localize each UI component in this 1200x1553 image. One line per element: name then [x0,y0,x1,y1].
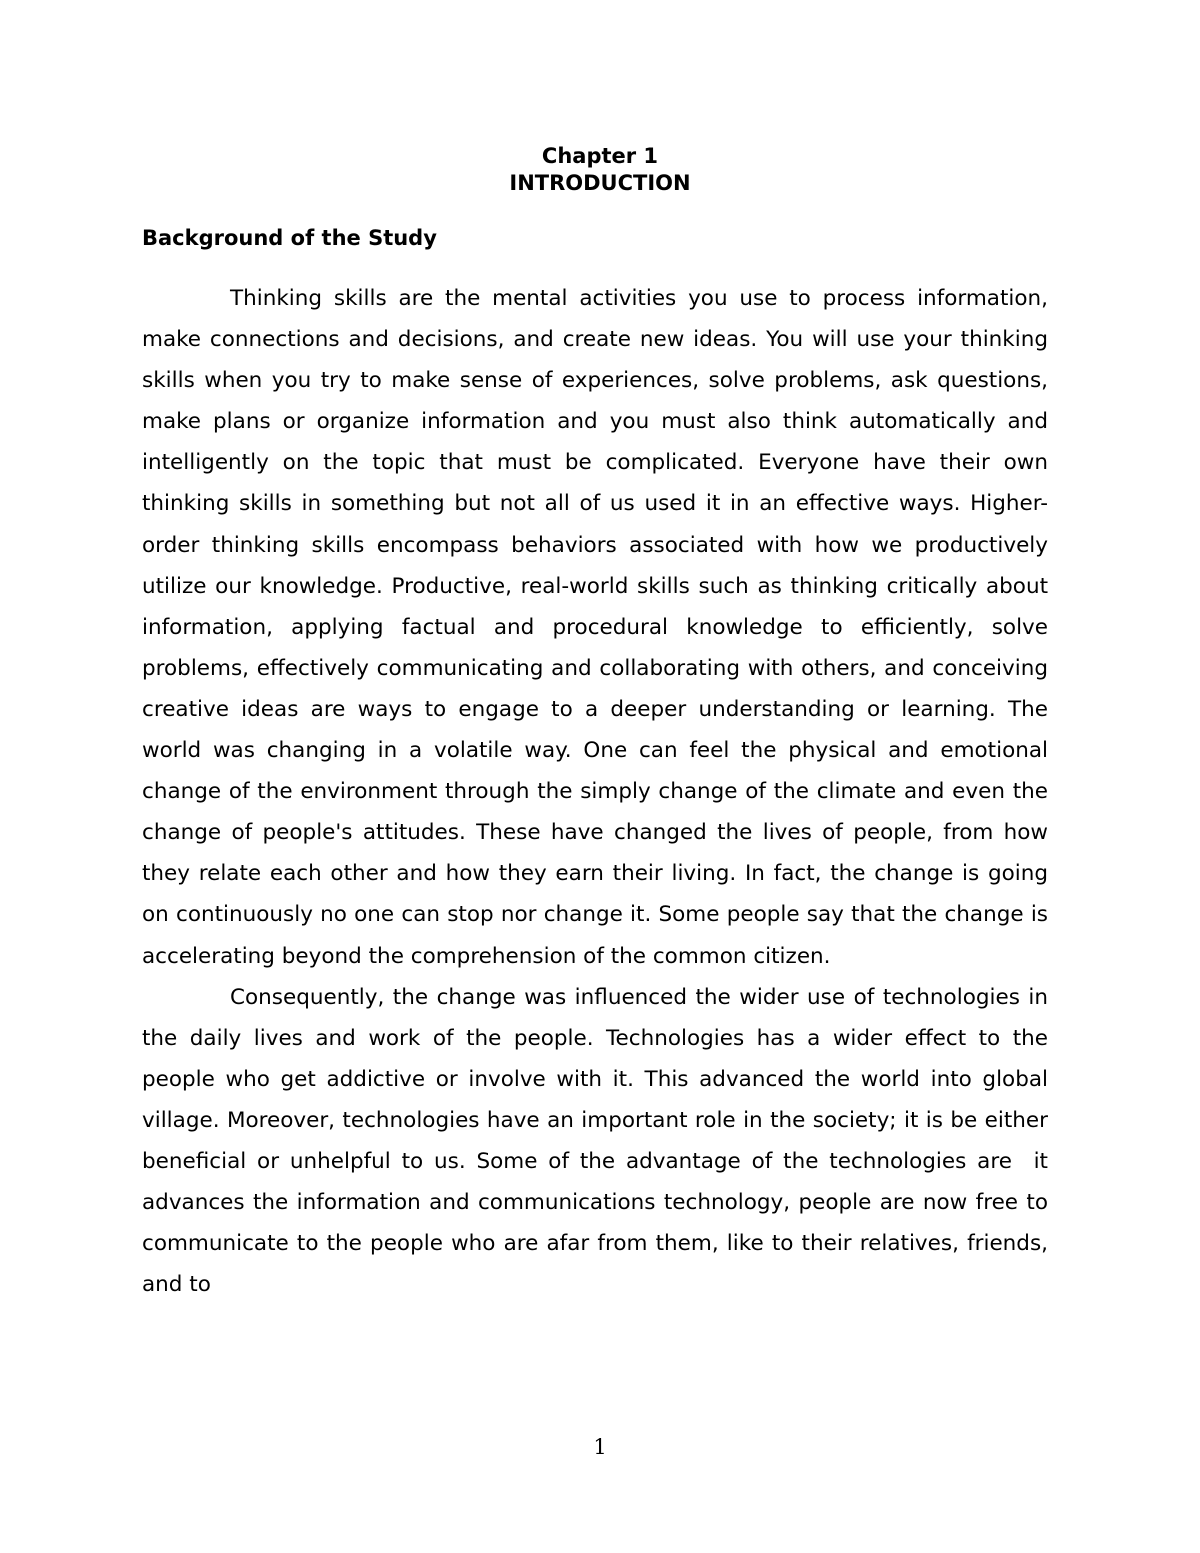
section-heading: Background of the Study [142,226,437,250]
paragraph-1: Thinking skills are the mental activities you use to process information, make connections and decisions, and create new ideas. You will use your thinking skills when you try to make sense of experiences, solve problems, ask questions, make plans or organize information and you must also think automatically and intelligently on the topic that must be complicated. Everyone have their own thinking skills in something but not all of us used it in an effective ways. Higher-order thinking skills encompass behaviors associated with how we productively utilize our knowledge. Productive, real-world skills such as thinking critically about information, applying factual and procedural knowledge to efficiently, solve problems, effectively communicating and collaborating with others, and conceiving creative ideas are ways to engage to a deeper understanding or learning. The world was changing in a volatile way. One can feel the physical and emotional change of the environment through the simply change of the climate and even the change of people's attitudes. These have changed the lives of people, from how they relate each other and how they earn their living. In fact, the change is going on continuously no one can stop nor change it. Some people say that the change is accelerating beyond the comprehension of the common citizen. [142,286,1055,969]
body-text [142,278,1055,1305]
chapter-title: INTRODUCTION [509,171,691,195]
chapter-label: Chapter 1 [541,144,659,168]
paragraph-2: Consequently, the change was influenced the wider use of technologies in the daily lives and work of the people. Technologies has a wider effect to the people who get addictive or involve with it. This advanced the world into global village. Moreover, technologies have an important role in the society; it is be either beneficial or unhelpful to us. Some of the advantage of the technologies are it advances the information and communications technology, people are now free to communicate to the people who are afar from them, like to their relatives, friends, and to [142,984,1055,1298]
page-number: 1 [593,1435,607,1459]
